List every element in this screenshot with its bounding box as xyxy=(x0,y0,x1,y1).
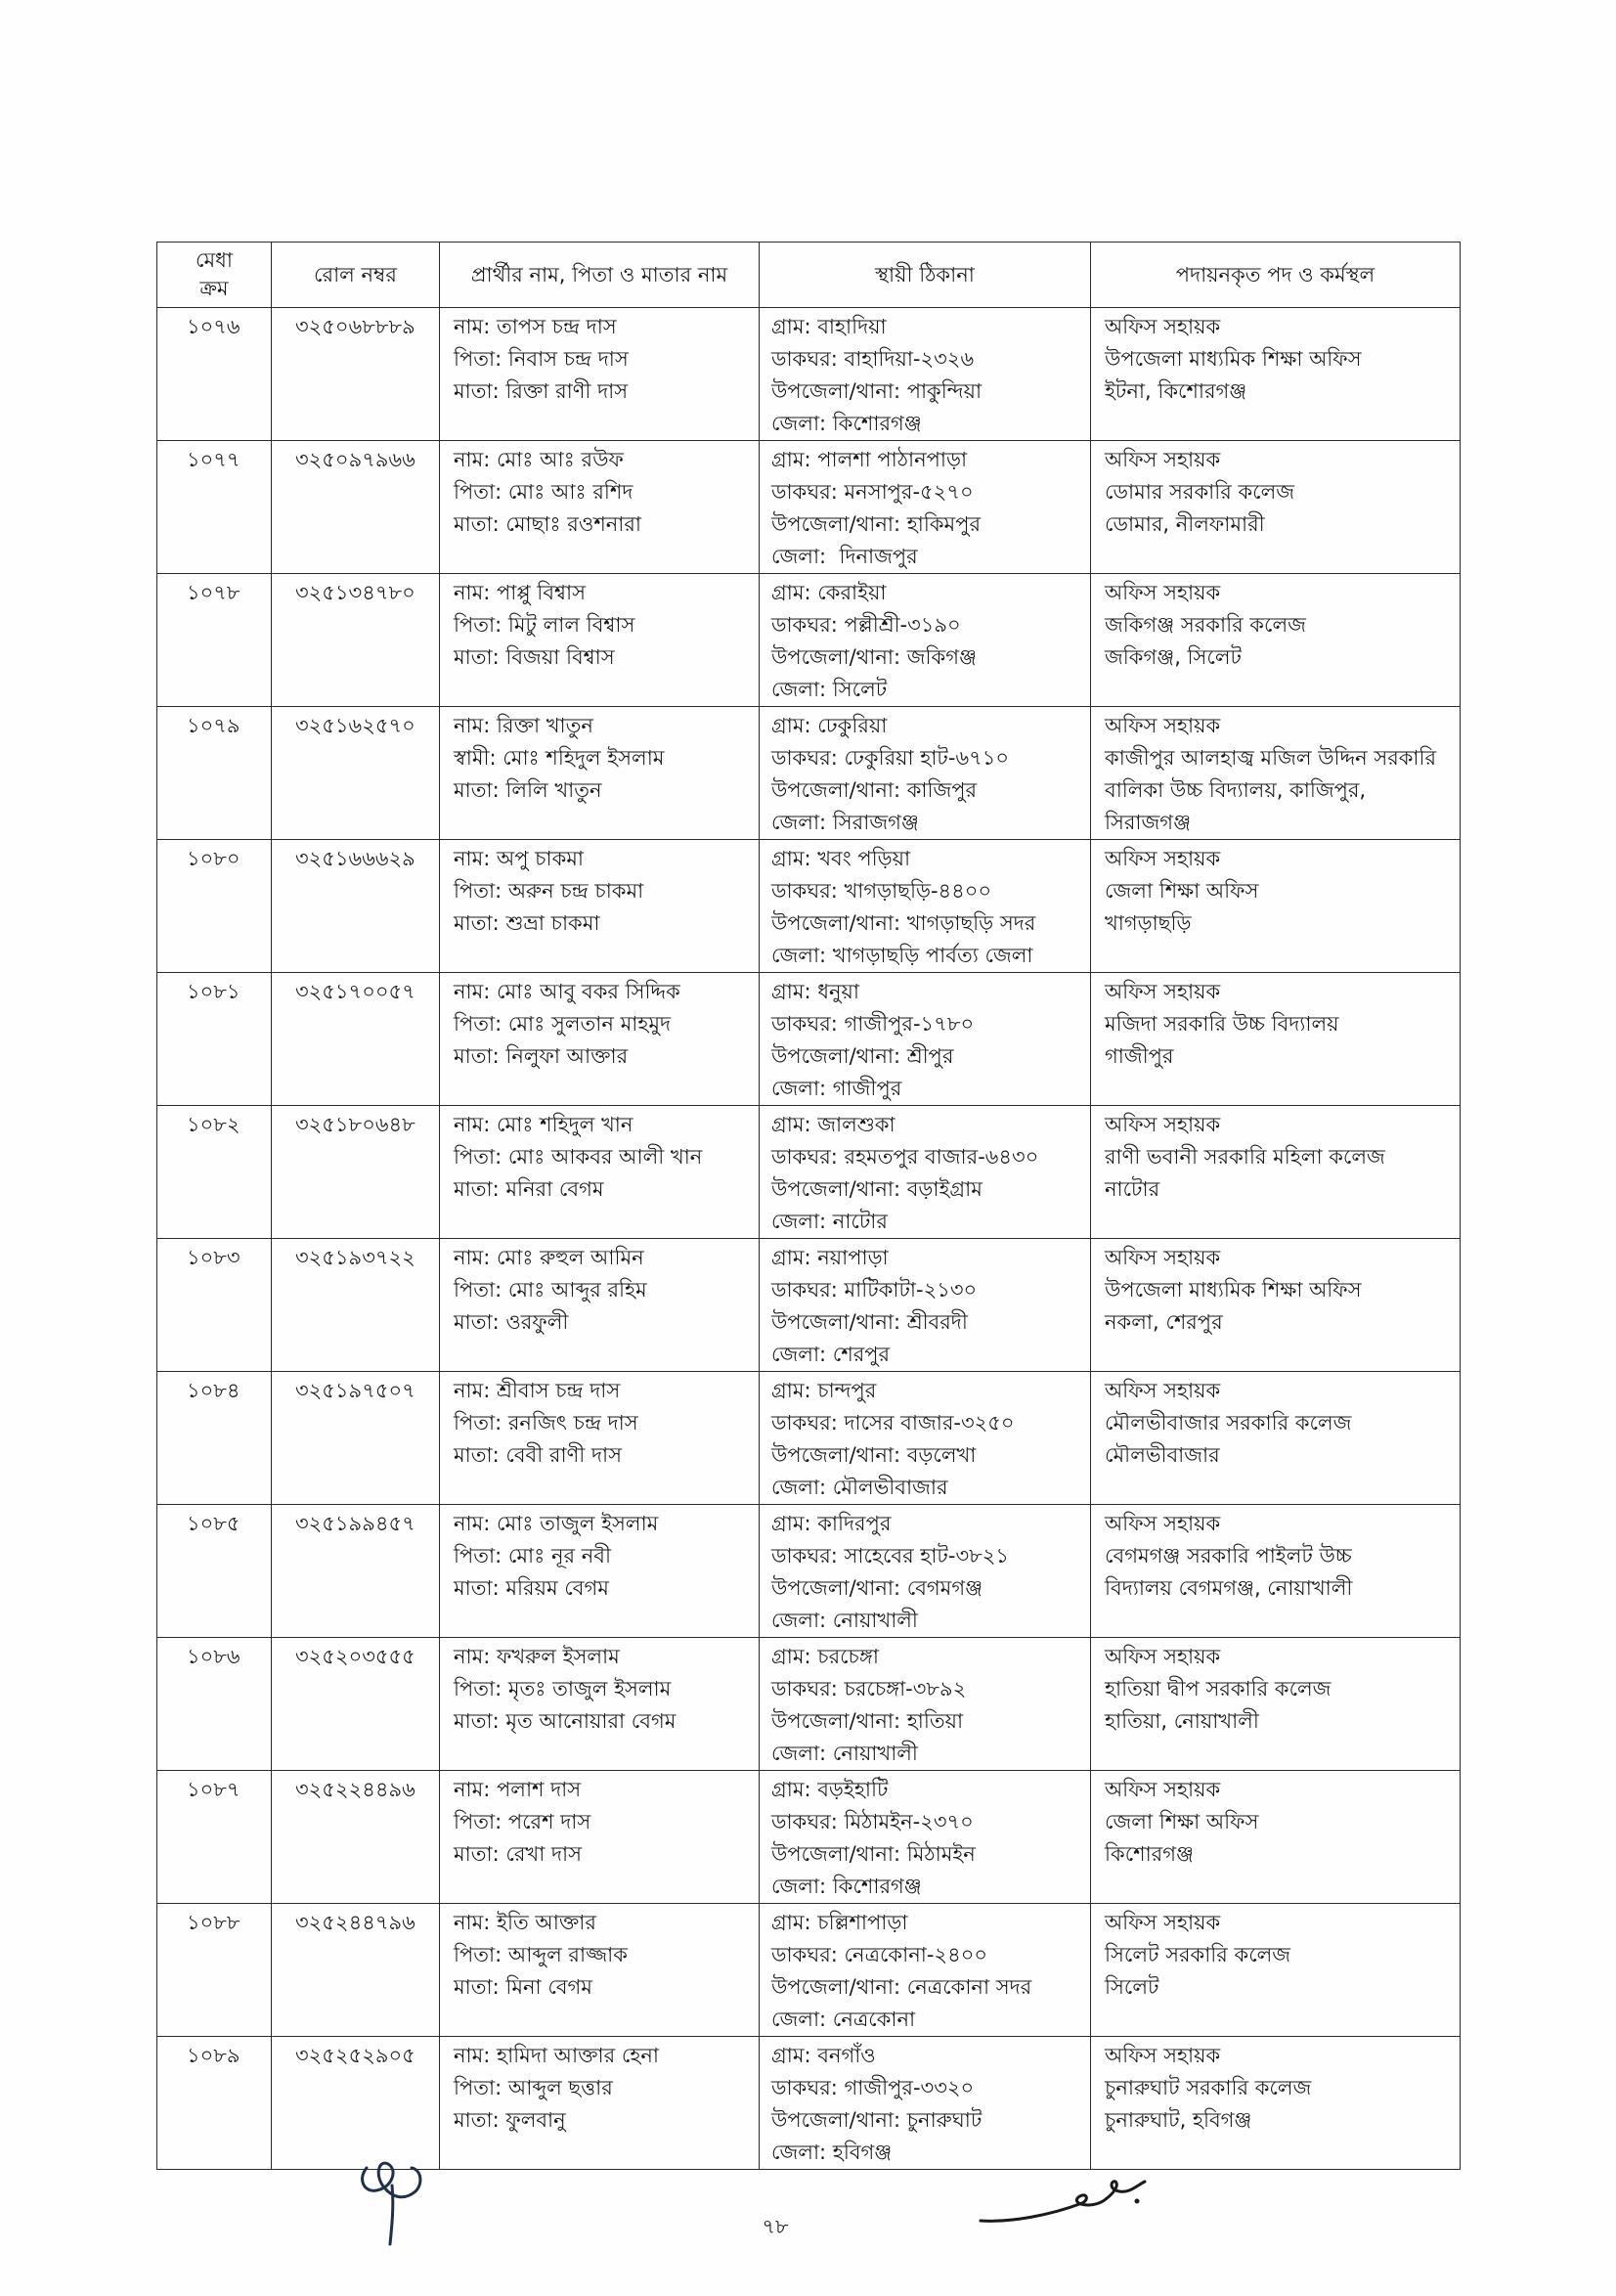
posting-info-line: সিলেট সরকারি কলেজ xyxy=(1105,1943,1291,1966)
permanent-address-line: গ্রাম: ধনুয়া xyxy=(771,980,859,1003)
permanent-address-line: ডাকঘর: নেত্রকোনা-২৪০০ xyxy=(771,1943,988,1966)
candidate-info-line: মাতা: লিলি খাতুন xyxy=(454,778,602,802)
posting-info-line: অফিস সহায়ক xyxy=(1105,1246,1221,1269)
header-merit xyxy=(157,243,272,308)
roll-number-text: ৩২৫১৬২৫৭০ xyxy=(295,714,415,737)
permanent-address-line: উপজেলা/থানা: বেগমগঞ্জ xyxy=(771,1576,983,1600)
merit-serial-text: ১০৮৪ xyxy=(187,1379,240,1402)
candidate-info xyxy=(440,1372,760,1505)
page-number: ৭৮ xyxy=(762,2215,789,2238)
posting-info-line: অফিস সহায়ক xyxy=(1105,847,1221,870)
roll-number xyxy=(272,707,440,840)
candidate-info-line: নাম: পাপ্পু বিশ্বাস xyxy=(454,581,586,604)
header-candidate: প্রার্থীর নাম, পিতা ও মাতার নাম xyxy=(440,243,760,308)
permanent-address-line: ডাকঘর: গাজীপুর-১৭৮০ xyxy=(771,1012,975,1036)
candidate-info xyxy=(440,840,760,973)
permanent-address-line: ডাকঘর: মিঠামইন-২৩৭০ xyxy=(771,1810,974,1833)
candidate-info-line: পিতা: মোঃ আকবর আলী খান xyxy=(454,1145,703,1169)
permanent-address-line: জেলা: গাজীপুর xyxy=(771,1077,902,1100)
candidate-info-line: মাতা: মোছাঃ রওশনারা xyxy=(454,512,642,536)
permanent-address-line: ডাকঘর: খাগড়াছড়ি-৪৪০০ xyxy=(771,879,992,903)
merit-serial-text: ১০৭৯ xyxy=(187,714,240,737)
candidate-info-line: নাম: মোঃ তাজুল ইসলাম xyxy=(454,1512,659,1535)
candidate-info-line: নাম: মোঃ আবু বকর সিদ্দিক xyxy=(454,980,680,1003)
merit-serial-text: ১০৮০ xyxy=(187,847,240,870)
permanent-address xyxy=(760,1106,1091,1239)
header-address: স্থায়ী ঠিকানা xyxy=(760,243,1091,308)
roll-number xyxy=(272,1106,440,1239)
candidate-info-line: নাম: হামিদা আক্তার হেনা xyxy=(454,2044,660,2067)
posting-info xyxy=(1091,1106,1461,1239)
candidate-info xyxy=(440,1771,760,1904)
posting-info-line: গাজীপুর xyxy=(1105,1044,1174,1068)
posting-info xyxy=(1091,1239,1461,1372)
candidate-info xyxy=(440,2037,760,2170)
merit-serial-text: ১০৭৮ xyxy=(187,581,240,604)
header-posting: পদায়নকৃত পদ ও কর্মস্থল xyxy=(1091,243,1461,308)
header-merit-line: ক্রম xyxy=(199,277,229,300)
candidate-info-line: পিতা: মিটু লাল বিশ্বাস xyxy=(454,613,635,637)
permanent-address-line: জেলা: নোয়াখালী xyxy=(771,1742,918,1765)
permanent-address-line: গ্রাম: কাদিরপুর xyxy=(771,1512,892,1535)
permanent-address-line: গ্রাম: নয়াপাড়া xyxy=(771,1246,889,1269)
posting-info xyxy=(1091,1771,1461,1904)
table-row xyxy=(157,707,1461,840)
permanent-address-line: ডাকঘর: মাটিকাটা-২১৩০ xyxy=(771,1278,978,1302)
posting-info xyxy=(1091,1638,1461,1771)
candidate-info-line: স্বামী: মোঃ শহিদুল ইসলাম xyxy=(454,746,665,770)
permanent-address-line: গ্রাম: বাহাদিয়া xyxy=(771,315,887,338)
permanent-address-line: গ্রাম: জালশুকা xyxy=(771,1113,895,1136)
candidate-info-line: নাম: অপু চাকমা xyxy=(454,847,585,870)
posting-info-line: অফিস সহায়ক xyxy=(1105,1379,1221,1402)
permanent-address-line: উপজেলা/থানা: শ্রীবরদী xyxy=(771,1310,968,1334)
merit-serial-text: ১০৭৬ xyxy=(187,315,240,338)
permanent-address xyxy=(760,2037,1091,2170)
table-row xyxy=(157,308,1461,441)
permanent-address-line: গ্রাম: বড়ইহাটি xyxy=(771,1778,889,1801)
merit-serial xyxy=(157,1505,272,1638)
roll-number-text: ৩২৫২৫২৯০৫ xyxy=(295,2044,415,2067)
posting-info-line: উপজেলা মাধ্যমিক শিক্ষা অফিস xyxy=(1105,347,1362,371)
permanent-address-line: ডাকঘর: বাহাদিয়া-২৩২৬ xyxy=(771,347,975,371)
merit-serial xyxy=(157,308,272,441)
candidate-info-line: নাম: ইতি আক্তার xyxy=(454,1911,596,1934)
table-row xyxy=(157,1106,1461,1239)
posting-info-line: জকিগঞ্জ, সিলেট xyxy=(1105,645,1242,669)
permanent-address xyxy=(760,308,1091,441)
posting-info-line: মৌলভীবাজার xyxy=(1105,1443,1220,1467)
permanent-address-line: উপজেলা/থানা: বড়লেখা xyxy=(771,1443,977,1467)
roll-number-text: ৩২৫২০৩৫৫৫ xyxy=(295,1645,415,1668)
permanent-address-line: গ্রাম: বনগাঁও xyxy=(771,2044,876,2067)
candidate-info-line: পিতা: মোঃ আঃ রশিদ xyxy=(454,480,633,504)
permanent-address-line: উপজেলা/থানা: হাকিমপুর xyxy=(771,512,982,536)
roll-number-text: ৩২৫০৯৭৯৬৬ xyxy=(295,448,415,471)
candidate-info xyxy=(440,1106,760,1239)
signature xyxy=(973,2166,1158,2234)
permanent-address-line: উপজেলা/থানা: মিঠামইন xyxy=(771,1842,976,1866)
posting-info-line: কিশোরগঞ্জ xyxy=(1105,1842,1194,1866)
permanent-address-line: ডাকঘর: মনসাপুর-৫২৭০ xyxy=(771,480,974,504)
merit-serial xyxy=(157,1239,272,1372)
candidate-info-line: পিতা: মৃতঃ তাজুল ইসলাম xyxy=(454,1677,672,1700)
permanent-address-line: জেলা: সিলেট xyxy=(771,678,888,701)
roll-number-text: ৩২৫২২৪৪৯৬ xyxy=(295,1778,415,1801)
merit-serial xyxy=(157,973,272,1106)
table-body xyxy=(157,308,1461,2170)
candidate-info-line: নাম: মোঃ রুহুল আমিন xyxy=(454,1246,644,1269)
posting-info xyxy=(1091,707,1461,840)
merit-serial-text: ১০৮৬ xyxy=(187,1645,240,1668)
posting-info-line: জেলা শিক্ষা অফিস xyxy=(1105,879,1259,903)
candidate-info xyxy=(440,574,760,707)
candidate-info-line: নাম: রিক্তা খাতুন xyxy=(454,714,593,737)
roll-number-text: ৩২৫০৬৮৮৮৯ xyxy=(295,315,415,338)
roll-number-text: ৩২৫২৪৪৭৯৬ xyxy=(295,1911,415,1934)
posting-info-line: অফিস সহায়ক xyxy=(1105,980,1221,1003)
candidate-info-line: মাতা: বেবী রাণী দাস xyxy=(454,1443,622,1467)
table-row xyxy=(157,441,1461,574)
merit-serial-text: ১০৮৯ xyxy=(187,2044,240,2067)
permanent-address-line: গ্রাম: খবং পড়িয়া xyxy=(771,847,911,870)
candidate-info-line: মাতা: মনিরা বেগম xyxy=(454,1177,604,1201)
posting-info-line: নাটোর xyxy=(1105,1177,1160,1201)
posting-info-line: সিরাজগঞ্জ xyxy=(1105,811,1192,834)
merit-serial xyxy=(157,707,272,840)
posting-info xyxy=(1091,1372,1461,1505)
header-row xyxy=(157,243,1461,308)
permanent-address-line: জেলা: নোয়াখালী xyxy=(771,1609,918,1632)
merit-serial xyxy=(157,1372,272,1505)
candidate-info-line: নাম: ফখরুল ইসলাম xyxy=(454,1645,620,1668)
permanent-address-line: গ্রাম: কেরাইয়া xyxy=(771,581,887,604)
candidate-info-line: নাম: পলাশ দাস xyxy=(454,1778,582,1801)
table-header xyxy=(157,243,1461,308)
candidate-info xyxy=(440,1638,760,1771)
posting-info-line: চুনারুঘাট, হবিগঞ্জ xyxy=(1105,2108,1252,2132)
posting-info-line: মৌলভীবাজার সরকারি কলেজ xyxy=(1105,1411,1352,1435)
posting-table xyxy=(156,242,1461,2170)
posting-info-line: জেলা শিক্ষা অফিস xyxy=(1105,1810,1259,1833)
table-row xyxy=(157,574,1461,707)
permanent-address-line: ডাকঘর: গাজীপুর-৩৩২০ xyxy=(771,2076,975,2099)
candidate-info-line: মাতা: শুভ্রা চাকমা xyxy=(454,911,600,935)
initials-signature xyxy=(347,2146,435,2249)
posting-info-line: অফিস সহায়ক xyxy=(1105,2044,1221,2067)
roll-number xyxy=(272,840,440,973)
candidate-info-line: নাম: তাপস চন্দ্র দাস xyxy=(454,315,617,338)
table-row xyxy=(157,1239,1461,1372)
candidate-info-line: নাম: মোঃ শহিদুল খান xyxy=(454,1113,633,1136)
candidate-info xyxy=(440,1904,760,2037)
roll-number-text: ৩২৫১৬৬৬২৯ xyxy=(295,847,415,870)
posting-info-line: অফিস সহায়ক xyxy=(1105,1911,1221,1934)
permanent-address-line: উপজেলা/থানা: হাতিয়া xyxy=(771,1709,964,1733)
permanent-address-line: উপজেলা/থানা: চুনারুঘাট xyxy=(771,2108,983,2132)
candidate-info-line: মাতা: মরিয়ম বেগম xyxy=(454,1576,609,1600)
roll-number-text: ৩২৫১৭০০৫৭ xyxy=(295,980,415,1003)
roll-number xyxy=(272,1372,440,1505)
posting-info-line: বালিকা উচ্চ বিদ্যালয়, কাজিপুর, xyxy=(1105,778,1367,802)
candidate-info-line: পিতা: মোঃ নূর নবী xyxy=(454,1544,611,1567)
permanent-address-line: উপজেলা/থানা: শ্রীপুর xyxy=(771,1044,954,1068)
merit-serial-text: ১০৭৭ xyxy=(187,448,240,471)
candidate-info-line: নাম: শ্রীবাস চন্দ্র দাস xyxy=(454,1379,621,1402)
posting-info xyxy=(1091,973,1461,1106)
candidate-info xyxy=(440,1239,760,1372)
permanent-address xyxy=(760,1638,1091,1771)
posting-info-line: নকলা, শেরপুর xyxy=(1105,1310,1223,1334)
posting-info-line: অফিস সহায়ক xyxy=(1105,1645,1221,1668)
permanent-address-line: ডাকঘর: পল্লীশ্রী-৩১৯০ xyxy=(771,613,961,637)
posting-info xyxy=(1091,1904,1461,2037)
roll-number xyxy=(272,308,440,441)
candidate-info-line: মাতা: রেখা দাস xyxy=(454,1842,582,1866)
merit-serial xyxy=(157,441,272,574)
permanent-address-line: জেলা: সিরাজগঞ্জ xyxy=(771,811,919,834)
roll-number-text: ৩২৫১৮০৬৪৮ xyxy=(295,1113,415,1136)
permanent-address-line: ডাকঘর: দাসের বাজার-৩২৫০ xyxy=(771,1411,1015,1435)
posting-info-line: জকিগঞ্জ সরকারি কলেজ xyxy=(1105,613,1306,637)
posting-info-line: রাণী ভবানী সরকারি মহিলা কলেজ xyxy=(1105,1145,1385,1169)
candidate-info-line: মাতা: মৃত আনোয়ারা বেগম xyxy=(454,1709,677,1733)
posting-info-line: খাগড়াছড়ি xyxy=(1105,911,1192,935)
table-row xyxy=(157,1638,1461,1771)
permanent-address-line: উপজেলা/থানা: জকিগঞ্জ xyxy=(771,645,977,669)
permanent-address-line: জেলা: হবিগঞ্জ xyxy=(771,2141,893,2164)
posting-info-line: অফিস সহায়ক xyxy=(1105,1113,1221,1136)
roll-number-text: ৩২৫১৩৪৭৮০ xyxy=(295,581,415,604)
posting-info-line: অফিস সহায়ক xyxy=(1105,1512,1221,1535)
roll-number xyxy=(272,1638,440,1771)
header-merit-line: মেধা xyxy=(195,248,234,272)
table-row xyxy=(157,1904,1461,2037)
candidate-info xyxy=(440,441,760,574)
candidate-info-line: মাতা: মিনা বেগম xyxy=(454,1975,592,1999)
permanent-address-line: জেলা: কিশোরগঞ্জ xyxy=(771,1875,922,1898)
candidate-info-line: নাম: মোঃ আঃ রউফ xyxy=(454,448,624,471)
permanent-address-line: জেলা: খাগড়াছড়ি পার্বত্য জেলা xyxy=(771,944,1033,967)
candidate-info-line: মাতা: ফুলবানু xyxy=(454,2108,566,2132)
posting-info xyxy=(1091,840,1461,973)
posting-info-line: ডোমার সরকারি কলেজ xyxy=(1105,480,1295,504)
permanent-address xyxy=(760,840,1091,973)
permanent-address xyxy=(760,1505,1091,1638)
candidate-info-line: পিতা: মোঃ সুলতান মাহমুদ xyxy=(454,1012,672,1036)
roll-number xyxy=(272,1771,440,1904)
permanent-address xyxy=(760,1372,1091,1505)
permanent-address-line: গ্রাম: চরচেঙ্গা xyxy=(771,1645,879,1668)
roll-number xyxy=(272,1239,440,1372)
permanent-address-line: জেলা: দিনাজপুর xyxy=(771,545,918,568)
candidate-info-line: মাতা: ওরফুলী xyxy=(454,1310,569,1334)
permanent-address-line: জেলা: শেরপুর xyxy=(771,1343,891,1366)
candidate-info xyxy=(440,707,760,840)
merit-serial xyxy=(157,1771,272,1904)
posting-info xyxy=(1091,441,1461,574)
candidate-info xyxy=(440,973,760,1106)
candidate-info-line: পিতা: নিবাস চন্দ্র দাস xyxy=(454,347,629,371)
candidate-info-line: মাতা: নিলুফা আক্তার xyxy=(454,1044,629,1068)
merit-serial xyxy=(157,1638,272,1771)
permanent-address xyxy=(760,441,1091,574)
candidate-info-line: পিতা: অরুন চন্দ্র চাকমা xyxy=(454,879,644,903)
candidate-info-line: পিতা: রনজিৎ চন্দ্র দাস xyxy=(454,1411,638,1435)
table-row xyxy=(157,840,1461,973)
merit-serial xyxy=(157,1904,272,2037)
permanent-address xyxy=(760,574,1091,707)
candidate-info-line: পিতা: আব্দুল রাজ্জাক xyxy=(454,1943,628,1966)
candidate-info xyxy=(440,308,760,441)
permanent-address-line: ডাকঘর: চরচেঙ্গা-৩৮৯২ xyxy=(771,1677,967,1700)
posting-info-line: অফিস সহায়ক xyxy=(1105,714,1221,737)
permanent-address xyxy=(760,1239,1091,1372)
posting-info-line: ডোমার, নীলফামারী xyxy=(1105,512,1265,536)
merit-serial-text: ১০৮৭ xyxy=(187,1778,240,1801)
posting-info xyxy=(1091,1505,1461,1638)
permanent-address-line: জেলা: নেত্রকোনা xyxy=(771,2008,916,2031)
permanent-address-line: উপজেলা/থানা: পাকুন্দিয়া xyxy=(771,379,983,403)
candidate-info xyxy=(440,1505,760,1638)
posting-info xyxy=(1091,574,1461,707)
posting-info-line: হাতিয়া, নোয়াখালী xyxy=(1105,1709,1259,1733)
merit-serial-text: ১০৮৩ xyxy=(187,1246,240,1269)
roll-number-text: ৩২৫১৯৯৪৫৭ xyxy=(295,1512,415,1535)
posting-info-line: অফিস সহায়ক xyxy=(1105,315,1221,338)
posting-info-line: ইটনা, কিশোরগঞ্জ xyxy=(1105,379,1247,403)
candidate-info-line: পিতা: পরেশ দাস xyxy=(454,1810,591,1833)
permanent-address-line: ডাকঘর: ঢেকুরিয়া হাট-৬৭১০ xyxy=(771,746,1010,770)
header-roll: রোল নম্বর xyxy=(272,243,440,308)
candidate-info-line: পিতা: আব্দুল ছত্তার xyxy=(454,2076,613,2099)
permanent-address-line: জেলা: কিশোরগঞ্জ xyxy=(771,412,922,435)
permanent-address-line: জেলা: মৌলভীবাজার xyxy=(771,1476,948,1499)
merit-serial xyxy=(157,1106,272,1239)
posting-info-line: উপজেলা মাধ্যমিক শিক্ষা অফিস xyxy=(1105,1278,1362,1302)
permanent-address-line: উপজেলা/থানা: নেত্রকোনা সদর xyxy=(771,1975,1032,1999)
merit-serial xyxy=(157,840,272,973)
table-row xyxy=(157,1771,1461,1904)
permanent-address-line: জেলা: নাটোর xyxy=(771,1210,888,1233)
posting-info-line: সিলেট xyxy=(1105,1975,1159,1999)
posting-info-line: অফিস সহায়ক xyxy=(1105,1778,1221,1801)
candidate-info-line: মাতা: রিক্তা রাণী দাস xyxy=(454,379,629,403)
permanent-address-line: ডাকঘর: সাহেবের হাট-৩৮২১ xyxy=(771,1544,1010,1567)
merit-serial-text: ১০৮৫ xyxy=(187,1512,240,1535)
permanent-address-line: গ্রাম: চল্লিশাপাড়া xyxy=(771,1911,908,1934)
roll-number-text: ৩২৫১৯৩৭২২ xyxy=(295,1246,415,1269)
merit-serial-text: ১০৮১ xyxy=(187,980,240,1003)
roll-number xyxy=(272,1904,440,2037)
posting-info-line: অফিস সহায়ক xyxy=(1105,448,1221,471)
table-row xyxy=(157,1505,1461,1638)
merit-serial-text: ১০৮২ xyxy=(187,1113,240,1136)
permanent-address-line: উপজেলা/থানা: খাগড়াছড়ি সদর xyxy=(771,911,1036,935)
roll-number xyxy=(272,973,440,1106)
permanent-address-line: উপজেলা/থানা: কাজিপুর xyxy=(771,778,978,802)
posting-info xyxy=(1091,2037,1461,2170)
posting-info-line: মজিদা সরকারি উচ্চ বিদ্যালয় xyxy=(1105,1012,1339,1036)
permanent-address xyxy=(760,973,1091,1106)
posting-info-line: চুনারুঘাট সরকারি কলেজ xyxy=(1105,2076,1312,2099)
permanent-address xyxy=(760,707,1091,840)
permanent-address-line: গ্রাম: ঢেকুরিয়া xyxy=(771,714,888,737)
table-row xyxy=(157,973,1461,1106)
permanent-address-line: গ্রাম: পালশা পাঠানপাড়া xyxy=(771,448,968,471)
merit-serial-text: ১০৮৮ xyxy=(187,1911,240,1934)
permanent-address-line: ডাকঘর: রহমতপুর বাজার-৬৪৩০ xyxy=(771,1145,1039,1169)
posting-info-line: বিদ্যালয় বেগমগঞ্জ, নোয়াখালী xyxy=(1105,1576,1353,1600)
merit-serial xyxy=(157,574,272,707)
posting-info-line: কাজীপুর আলহাজ্ব মজিল উদ্দিন সরকারি xyxy=(1105,746,1437,770)
posting-info-line: অফিস সহায়ক xyxy=(1105,581,1221,604)
roll-number xyxy=(272,574,440,707)
candidate-info-line: পিতা: মোঃ আব্দুর রহিম xyxy=(454,1278,647,1302)
permanent-address-line: উপজেলা/থানা: বড়াইগ্রাম xyxy=(771,1177,983,1201)
permanent-address-line: গ্রাম: চান্দপুর xyxy=(771,1379,877,1402)
posting-info-line: বেগমগঞ্জ সরকারি পাইলট উচ্চ xyxy=(1105,1544,1352,1567)
permanent-address xyxy=(760,1904,1091,2037)
permanent-address xyxy=(760,1771,1091,1904)
table-row xyxy=(157,1372,1461,1505)
roll-number xyxy=(272,1505,440,1638)
posting-info-line: হাতিয়া দ্বীপ সরকারি কলেজ xyxy=(1105,1677,1332,1700)
roll-number-text: ৩২৫১৯৭৫০৭ xyxy=(295,1379,415,1402)
merit-serial xyxy=(157,2037,272,2170)
posting-info xyxy=(1091,308,1461,441)
candidate-info-line: মাতা: বিজয়া বিশ্বাস xyxy=(454,645,615,669)
roll-number xyxy=(272,441,440,574)
